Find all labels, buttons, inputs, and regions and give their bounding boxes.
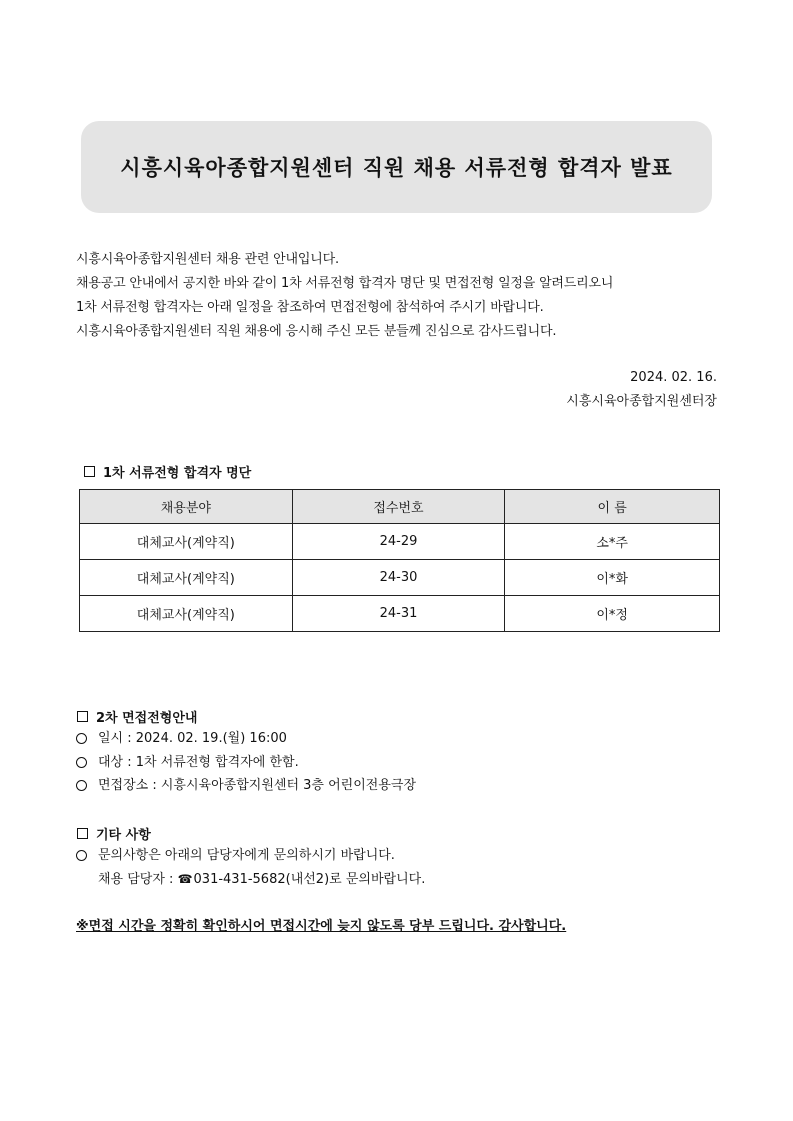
list-item: 대상 : 1차 서류전형 합격자에 한함. — [76, 751, 416, 775]
intro-line: 시흥시육아종합지원센터 채용 관련 안내입니다. — [76, 252, 339, 267]
contact-line: 채용 담당자 : ☎031-431-5682(내선2)로 문의바랍니다. — [98, 871, 426, 887]
circle-bullet-icon — [76, 850, 87, 861]
checkbox-square-icon — [77, 711, 88, 722]
table-cell: 대체교사(계약직) — [80, 560, 293, 596]
table-cell: 대체교사(계약직) — [80, 596, 293, 632]
signature-block — [566, 366, 717, 414]
intro-line: 시흥시육아종합지원센터 직원 채용에 응시해 주신 모든 분들께 진심으로 감사드립니다. — [76, 324, 557, 339]
section2-heading-text: 2차 면접전형안내 — [96, 711, 198, 726]
checkbox-square-icon — [77, 828, 88, 839]
table-cell: 이*화 — [505, 560, 720, 596]
column-header: 이 름 — [505, 490, 720, 524]
section1-heading-text: 1차 서류전형 합격자 명단 — [103, 466, 252, 481]
intro-line: 1차 서류전형 합격자는 아래 일정을 참조하여 면접전형에 참석하여 주시기 바랍니다. — [76, 300, 544, 315]
list-item: 면접장소 : 시흥시육아종합지원센터 3층 어린이전용극장 — [76, 774, 416, 798]
table-row — [80, 596, 720, 632]
announcement-date: 2024. 02. 16. — [630, 370, 717, 385]
table-header-row — [80, 490, 720, 524]
list-item: 문의사항은 아래의 담당자에게 문의하시기 바랍니다. — [76, 844, 425, 868]
section1-heading — [84, 462, 251, 481]
title-box — [81, 121, 712, 213]
table-row — [80, 560, 720, 596]
intro-paragraph — [76, 248, 721, 344]
table-cell: 24-30 — [292, 560, 505, 596]
table-cell: 대체교사(계약직) — [80, 524, 293, 560]
section2-heading — [77, 707, 197, 726]
table-cell: 소*주 — [505, 524, 720, 560]
circle-bullet-icon — [76, 780, 87, 791]
circle-bullet-icon — [76, 757, 87, 768]
other-info-list — [76, 844, 425, 891]
interview-info-list — [76, 727, 416, 798]
table-cell: 이*정 — [505, 596, 720, 632]
table-row — [80, 524, 720, 560]
table-cell: 24-29 — [292, 524, 505, 560]
section3-heading-text: 기타 사항 — [96, 828, 151, 843]
list-item: 일시 : 2024. 02. 19.(월) 16:00 — [76, 727, 416, 751]
closing-notice: ※면접 시간을 정확히 확인하시어 면접시간에 늦지 않도록 당부 드립니다. 감사합니다. — [76, 919, 567, 934]
signer: 시흥시육아종합지원센터장 — [566, 394, 717, 409]
section3-heading — [77, 824, 151, 843]
column-header: 채용분야 — [80, 490, 293, 524]
results-table — [79, 489, 720, 632]
telephone-icon: ☎ — [177, 871, 193, 886]
circle-bullet-icon — [76, 733, 87, 744]
checkbox-square-icon — [84, 466, 95, 477]
table-cell: 24-31 — [292, 596, 505, 632]
column-header: 접수번호 — [292, 490, 505, 524]
page-title: 시흥시육아종합지원센터 직원 채용 서류전형 합격자 발표 — [120, 156, 673, 180]
intro-line: 채용공고 안내에서 공지한 바와 같이 1차 서류전형 합격자 명단 및 면접전형 일정을 알려드리오니 — [76, 276, 614, 291]
